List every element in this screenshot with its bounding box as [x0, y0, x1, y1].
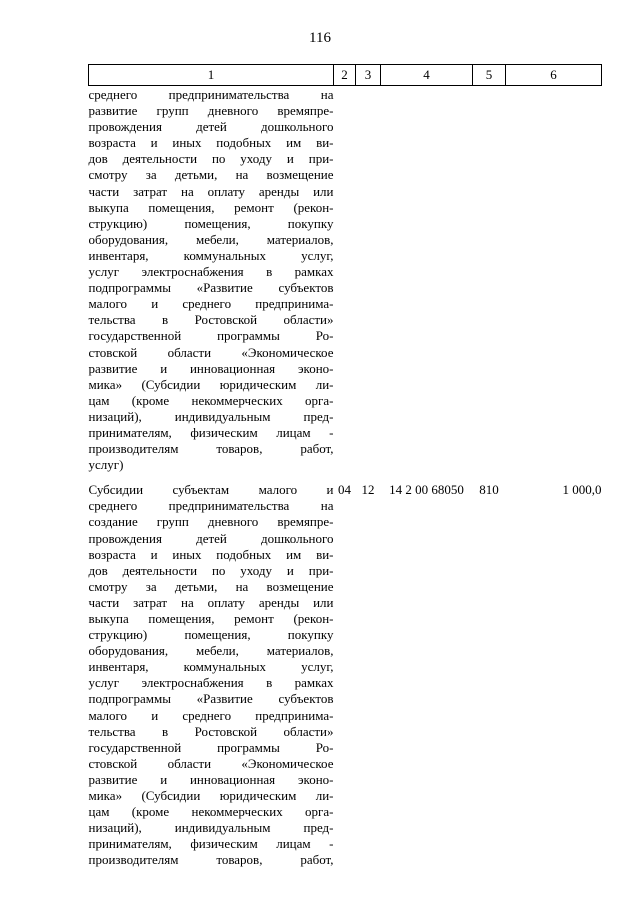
description-line: части затрат на оплату аренды или: [88, 183, 334, 199]
description-line: возраста и иных подобных им ви-: [88, 546, 334, 562]
description-line: инвентаря, коммунальных услуг,: [88, 247, 334, 263]
description-line: провождения детей дошкольного: [88, 530, 334, 546]
description-line: малого и среднего предпринима-: [88, 296, 334, 312]
description-line: государственной программы Ро-: [88, 739, 334, 755]
description-line: среднего предпринимательства на: [88, 498, 334, 514]
description-line: выкупа помещения, ремонт (рекон-: [88, 199, 334, 215]
description-line: подпрограммы «Развитие субъектов: [88, 280, 334, 296]
header-col-6: 6: [506, 65, 602, 86]
page-number: 116: [309, 30, 331, 46]
description-line: низаций), индивидуальным пред-: [88, 408, 334, 424]
row-subsection: [356, 86, 381, 474]
row-subsection: 12: [361, 482, 375, 498]
row-section: [334, 86, 356, 474]
description-line: стовской области «Экономическое: [88, 755, 334, 771]
description-line: услуг электроснабжения в рамках: [88, 264, 334, 280]
description-line: возраста и иных подобных им ви-: [88, 135, 334, 151]
description-line: мика» (Субсидии юридическим ли-: [88, 788, 334, 804]
description-line: смотру за детьми, на возмещение: [88, 167, 334, 183]
row-expense-type: [473, 86, 506, 474]
description-line: тельства в Ростовской области»: [88, 723, 334, 739]
description-line: оборудования, мебели, материалов,: [88, 643, 334, 659]
header-col-4: 4: [381, 65, 473, 86]
description-line: мика» (Субсидии юридическим ли-: [88, 376, 334, 392]
row-description: [89, 473, 334, 868]
table-row: [89, 86, 602, 474]
table-header-row: [89, 65, 602, 86]
description-line: струкцию) помещения, покупку: [88, 627, 334, 643]
row-description: [89, 86, 334, 474]
table-row: [89, 473, 602, 868]
description-line: тельства в Ростовской области»: [88, 312, 334, 328]
description-line: стовской области «Экономическое: [88, 344, 334, 360]
description-line: струкцию) помещения, покупку: [88, 215, 334, 231]
description-line: малого и среднего предпринима-: [88, 707, 334, 723]
description-line: развитие и инновационная эконо-: [88, 771, 334, 787]
description-line: развитие и инновационная эконо-: [88, 360, 334, 376]
row-target-article: [381, 86, 473, 474]
description-line: выкупа помещения, ремонт (рекон-: [88, 611, 334, 626]
description-line: производителям товаров, работ,: [88, 852, 334, 868]
description-line: провождения детей дошкольного: [88, 119, 334, 135]
description-line: услуг электроснабжения в рамках: [88, 675, 334, 691]
description-line: инвентаря, коммунальных услуг,: [88, 659, 334, 675]
description-line: среднего предпринимательства на: [88, 87, 334, 102]
description-line: создание групп дневного времяпре-: [88, 514, 334, 530]
row-amount: 1 000,0: [562, 482, 602, 498]
description-line: цам (кроме некоммерческих орга-: [88, 804, 334, 820]
description-line: дов деятельности по уходу и при-: [88, 151, 334, 167]
description-line: низаций), индивидуальным пред-: [88, 820, 334, 836]
description-line: принимателям, физическим лицам -: [88, 836, 334, 852]
description-line: услуг): [88, 457, 124, 473]
row-amount: [506, 86, 602, 474]
description-line: Субсидии субъектам малого и: [88, 482, 334, 498]
description-line: подпрограммы «Развитие субъектов: [88, 691, 334, 707]
row-expense-type: 810: [479, 482, 499, 498]
description-line: дов деятельности по уходу и при-: [88, 562, 334, 578]
header-col-1: 1: [89, 65, 334, 86]
description-line: производителям товаров, работ,: [88, 441, 334, 457]
description-line: государственной программы Ро-: [88, 328, 334, 344]
description-line: цам (кроме некоммерческих орга-: [88, 392, 334, 408]
description-line: части затрат на оплату аренды или: [88, 594, 334, 610]
budget-table: [88, 64, 602, 869]
description-line: развитие групп дневного времяпре-: [88, 103, 334, 119]
header-col-5: 5: [473, 65, 506, 86]
header-col-3: 3: [356, 65, 381, 86]
description-line: оборудования, мебели, материалов,: [88, 231, 334, 247]
description-line: принимателям, физическим лицам -: [88, 424, 334, 440]
description-line: смотру за детьми, на возмещение: [88, 578, 334, 594]
header-col-2: 2: [334, 65, 356, 86]
row-section: 04: [338, 482, 351, 498]
row-target-article: 14 2 00 68050: [389, 482, 464, 498]
